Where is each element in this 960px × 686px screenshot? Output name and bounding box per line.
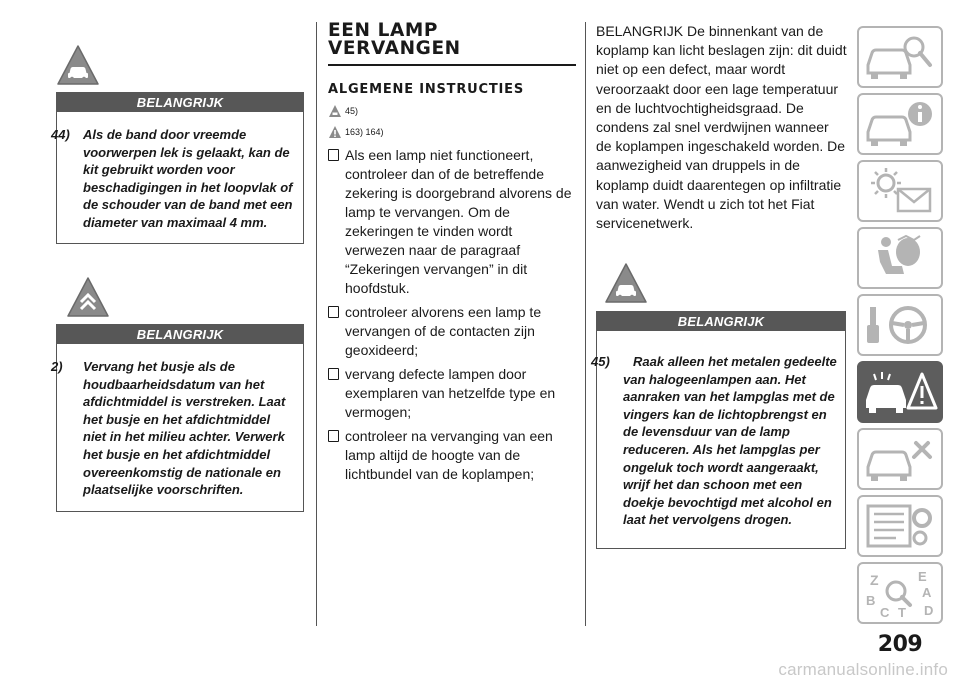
tab-warning-lights[interactable] bbox=[857, 160, 943, 222]
list-item: Als een lamp niet functioneert, controleer dan of de betreffende zekering is doorgebrand alvorens de lamp te vervangen. Om de zekeringen te vinden wordt verwezen naar de paragraaf “Zekeringen vervangen” in dit hoofdstuk. bbox=[328, 146, 576, 298]
tab-in-an-emergency[interactable] bbox=[857, 361, 943, 423]
list-item: controleer na vervanging van een lamp altijd de hoogte van de lichtbundel van de koplampen; bbox=[328, 427, 576, 484]
warning-box-2 bbox=[51, 344, 304, 512]
slippery-road-warning-icon bbox=[66, 276, 110, 320]
tab-servicing[interactable] bbox=[857, 428, 943, 490]
watermark: carmanualsonline.info bbox=[778, 660, 948, 679]
car-skid-warning-icon bbox=[56, 44, 100, 88]
svg-text:E: E bbox=[918, 569, 927, 584]
column-divider-right bbox=[585, 22, 586, 626]
reference-line-2: 163) 164) bbox=[328, 125, 384, 139]
warning-header-44: BELANGRIJK bbox=[56, 92, 304, 112]
tab-safety[interactable] bbox=[857, 227, 943, 289]
checkbox-bullet-icon bbox=[328, 430, 339, 442]
tab-starting-driving[interactable] bbox=[857, 294, 943, 356]
page-number: 209 bbox=[877, 632, 923, 657]
tab-technical-data[interactable] bbox=[857, 495, 943, 557]
checkbox-bullet-icon bbox=[328, 306, 339, 318]
svg-text:T: T bbox=[898, 605, 906, 619]
car-maintenance-icon bbox=[862, 433, 938, 485]
tab-car-info[interactable] bbox=[857, 93, 943, 155]
subsection-title: ALGEMENE INSTRUCTIES bbox=[328, 82, 525, 97]
reference-line-1: 45) bbox=[328, 104, 358, 118]
chapter-sidebar bbox=[857, 26, 943, 629]
svg-text:C: C bbox=[880, 605, 890, 619]
warning-lights-message-icon bbox=[862, 165, 938, 217]
list-item: vervang defecte lampen door exemplaren van hetzelfde type en vermogen; bbox=[328, 365, 576, 422]
warning-header-45: BELANGRIJK bbox=[596, 311, 846, 331]
car-search-icon bbox=[862, 31, 938, 83]
key-steering-wheel-icon bbox=[862, 299, 938, 351]
warning-text-2: 2) Vervang het busje als de houdbaarheidsdatum van het afdichtmiddel is verstreken. Laat het busje en het afdichtmiddel niet in het milieu achter. Verwerk het busje en het afdichtmiddel overeenkomstig de nationale en plaatselijke voorschriften. bbox=[51, 359, 286, 498]
section-title: EEN LAMP VERVANGEN bbox=[328, 22, 576, 66]
car-warning-mini-icon bbox=[328, 104, 342, 118]
warning-text-44: 44) Als de band door vreemde voorwerpen lek is gelaakt, kan de kit gebruikt worden voor beschadigingen in het loopvlak of de schouder van de band met een diameter van maximaal 4 mm. bbox=[51, 127, 293, 230]
column-divider-left bbox=[316, 22, 317, 626]
tab-car-search[interactable] bbox=[857, 26, 943, 88]
warning-box-44 bbox=[51, 112, 304, 244]
technical-data-icon bbox=[862, 500, 938, 552]
svg-text:D: D bbox=[924, 603, 934, 618]
warning-header-2: BELANGRIJK bbox=[56, 324, 304, 344]
svg-text:Z: Z bbox=[870, 572, 879, 588]
checkbox-bullet-icon bbox=[328, 368, 339, 380]
exclamation-warning-mini-icon bbox=[328, 125, 342, 139]
alphabetical-index-icon bbox=[862, 567, 938, 619]
car-breakdown-icon bbox=[862, 366, 938, 418]
svg-text:A: A bbox=[922, 585, 932, 600]
warning-text-45: 45) Raak alleen het metalen gedeelte van halogeenlampen aan. Het aanraken van het lampglas met de vingers kan de lichtopbrengst en de levensduur van de lamp reduceren. Als het lampglas per ongeluk toch wordt aangeraakt, wrijf het dan schoon met een doekje bevochtigd met alcohol en laat het vervolgens drogen. bbox=[591, 354, 837, 528]
tab-alphabetical-index[interactable] bbox=[857, 562, 943, 624]
car-skid-warning-icon bbox=[604, 262, 648, 306]
list-item: controleer alvorens een lamp te vervangen of de contacten zijn geoxideerd; bbox=[328, 303, 576, 360]
svg-text:B: B bbox=[866, 593, 876, 608]
warning-box-45 bbox=[591, 331, 846, 549]
checkbox-bullet-icon bbox=[328, 149, 339, 161]
car-info-icon bbox=[862, 98, 938, 150]
instruction-list bbox=[328, 146, 576, 489]
condensation-paragraph: BELANGRIJK De binnenkant van de koplamp kan licht beslagen zijn: dit duidt niet op een defect, maar wordt veroorzaakt door een lage temperatuur en de luchtvochtigheidsgraad. De condens zal snel verdwijnen wanneer de koplampen ingeschakeld worden. De aanwezigheid van druppels in de koplamp duidt daarentegen op infiltratie van water. Wendt u zich tot het Fiat servicenetwerk. bbox=[596, 23, 847, 232]
airbag-seat-icon bbox=[862, 232, 938, 284]
